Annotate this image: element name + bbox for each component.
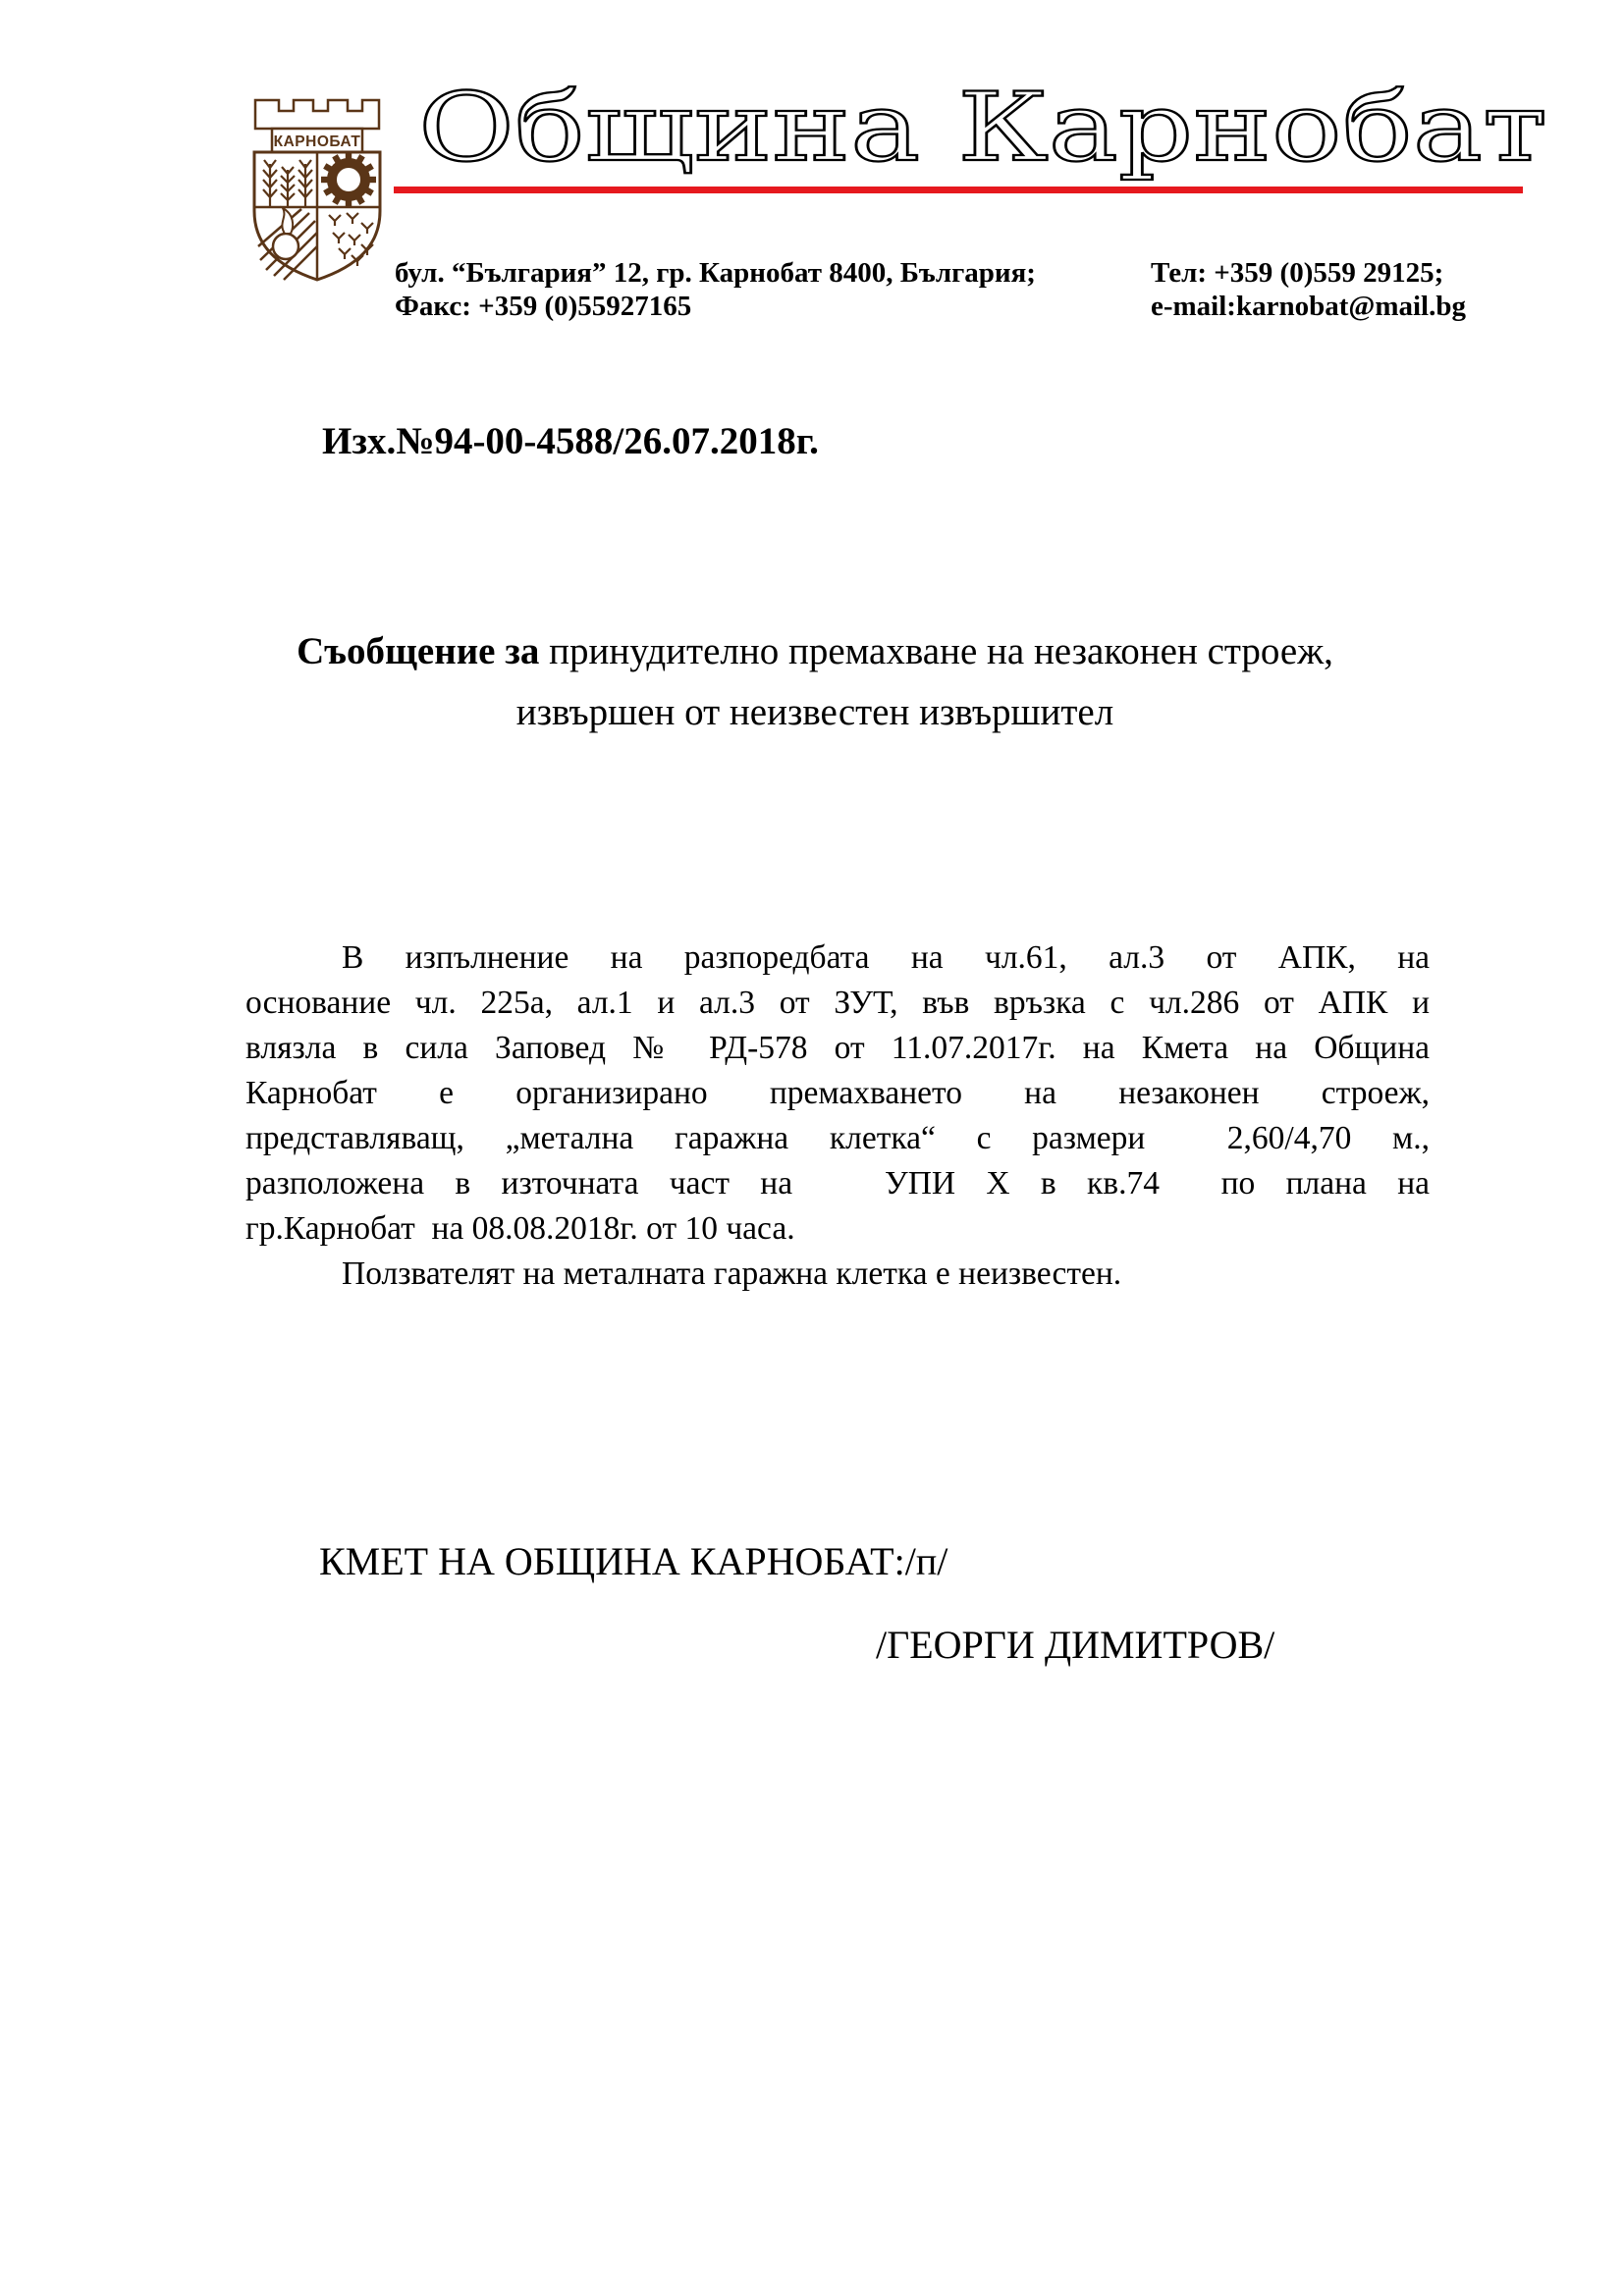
outgoing-number: Изх.№94-00-4588/26.07.2018г. (322, 420, 819, 462)
contact-block (1151, 256, 1466, 323)
subject-line-2: извършен от неизвестен извършител (515, 691, 1114, 733)
body-line: основание чл. 225а, ал.1 и ал.3 от ЗУТ, във връзка с чл.286 от АПК и (245, 985, 1430, 1021)
body-line: Карнобат е организирано премахването на незаконен строеж, (245, 1075, 1430, 1111)
body-paragraph (245, 935, 1430, 1297)
body-line: представляващ, „метална гаражна клетка“ с размери 2,60/4,70 м., (245, 1120, 1430, 1156)
body-line: гр.Карнобат на 08.08.2018г. от 10 часа. (245, 1210, 795, 1247)
body-line: Ползвателят на металната гаражна клетка е неизвестен. (342, 1255, 1122, 1292)
coat-of-arms (248, 97, 386, 286)
body-line: влязла в сила Заповед № РД-578 от 11.07.2017г. на Кмета на Община (245, 1030, 1430, 1066)
email-line: e-mail:karnobat@mail.bg (1151, 291, 1466, 322)
address-block (395, 256, 1036, 323)
signature-title: КМЕТ НА ОБЩИНА КАРНОБАТ:/п/ (319, 1539, 948, 1583)
phone-line: Тел: +359 (0)559 29125; (1151, 257, 1444, 289)
logo-banner-text: КАРНОБАТ (273, 133, 361, 150)
coat-of-arms-art (254, 100, 380, 280)
body-line: разположена в източната част на УПИ Х в кв.74 по плана на (245, 1165, 1430, 1201)
address-line-2: Факс: +359 (0)55927165 (395, 291, 692, 322)
subject-line-1 (221, 621, 1409, 682)
org-title (416, 80, 1555, 189)
subject-lead-rest: принудително премахване на незаконен строеж, (539, 630, 1333, 672)
subject-title (221, 621, 1409, 743)
org-title-text: Община Карнобат (418, 80, 1547, 183)
address-line-1: бул. “България” 12, гр. Карнобат 8400, България; (395, 257, 1036, 289)
subject-lead-bold: Съобщение за (297, 630, 540, 672)
castle-battlement-icon (255, 100, 379, 129)
signature-name: /ГЕОРГИ ДИМИТРОВ/ (876, 1623, 1275, 1667)
header-rule (394, 187, 1523, 193)
body-line: В изпълнение на разпоредбата на чл.61, ал.3 от АПК, на (342, 939, 1430, 976)
